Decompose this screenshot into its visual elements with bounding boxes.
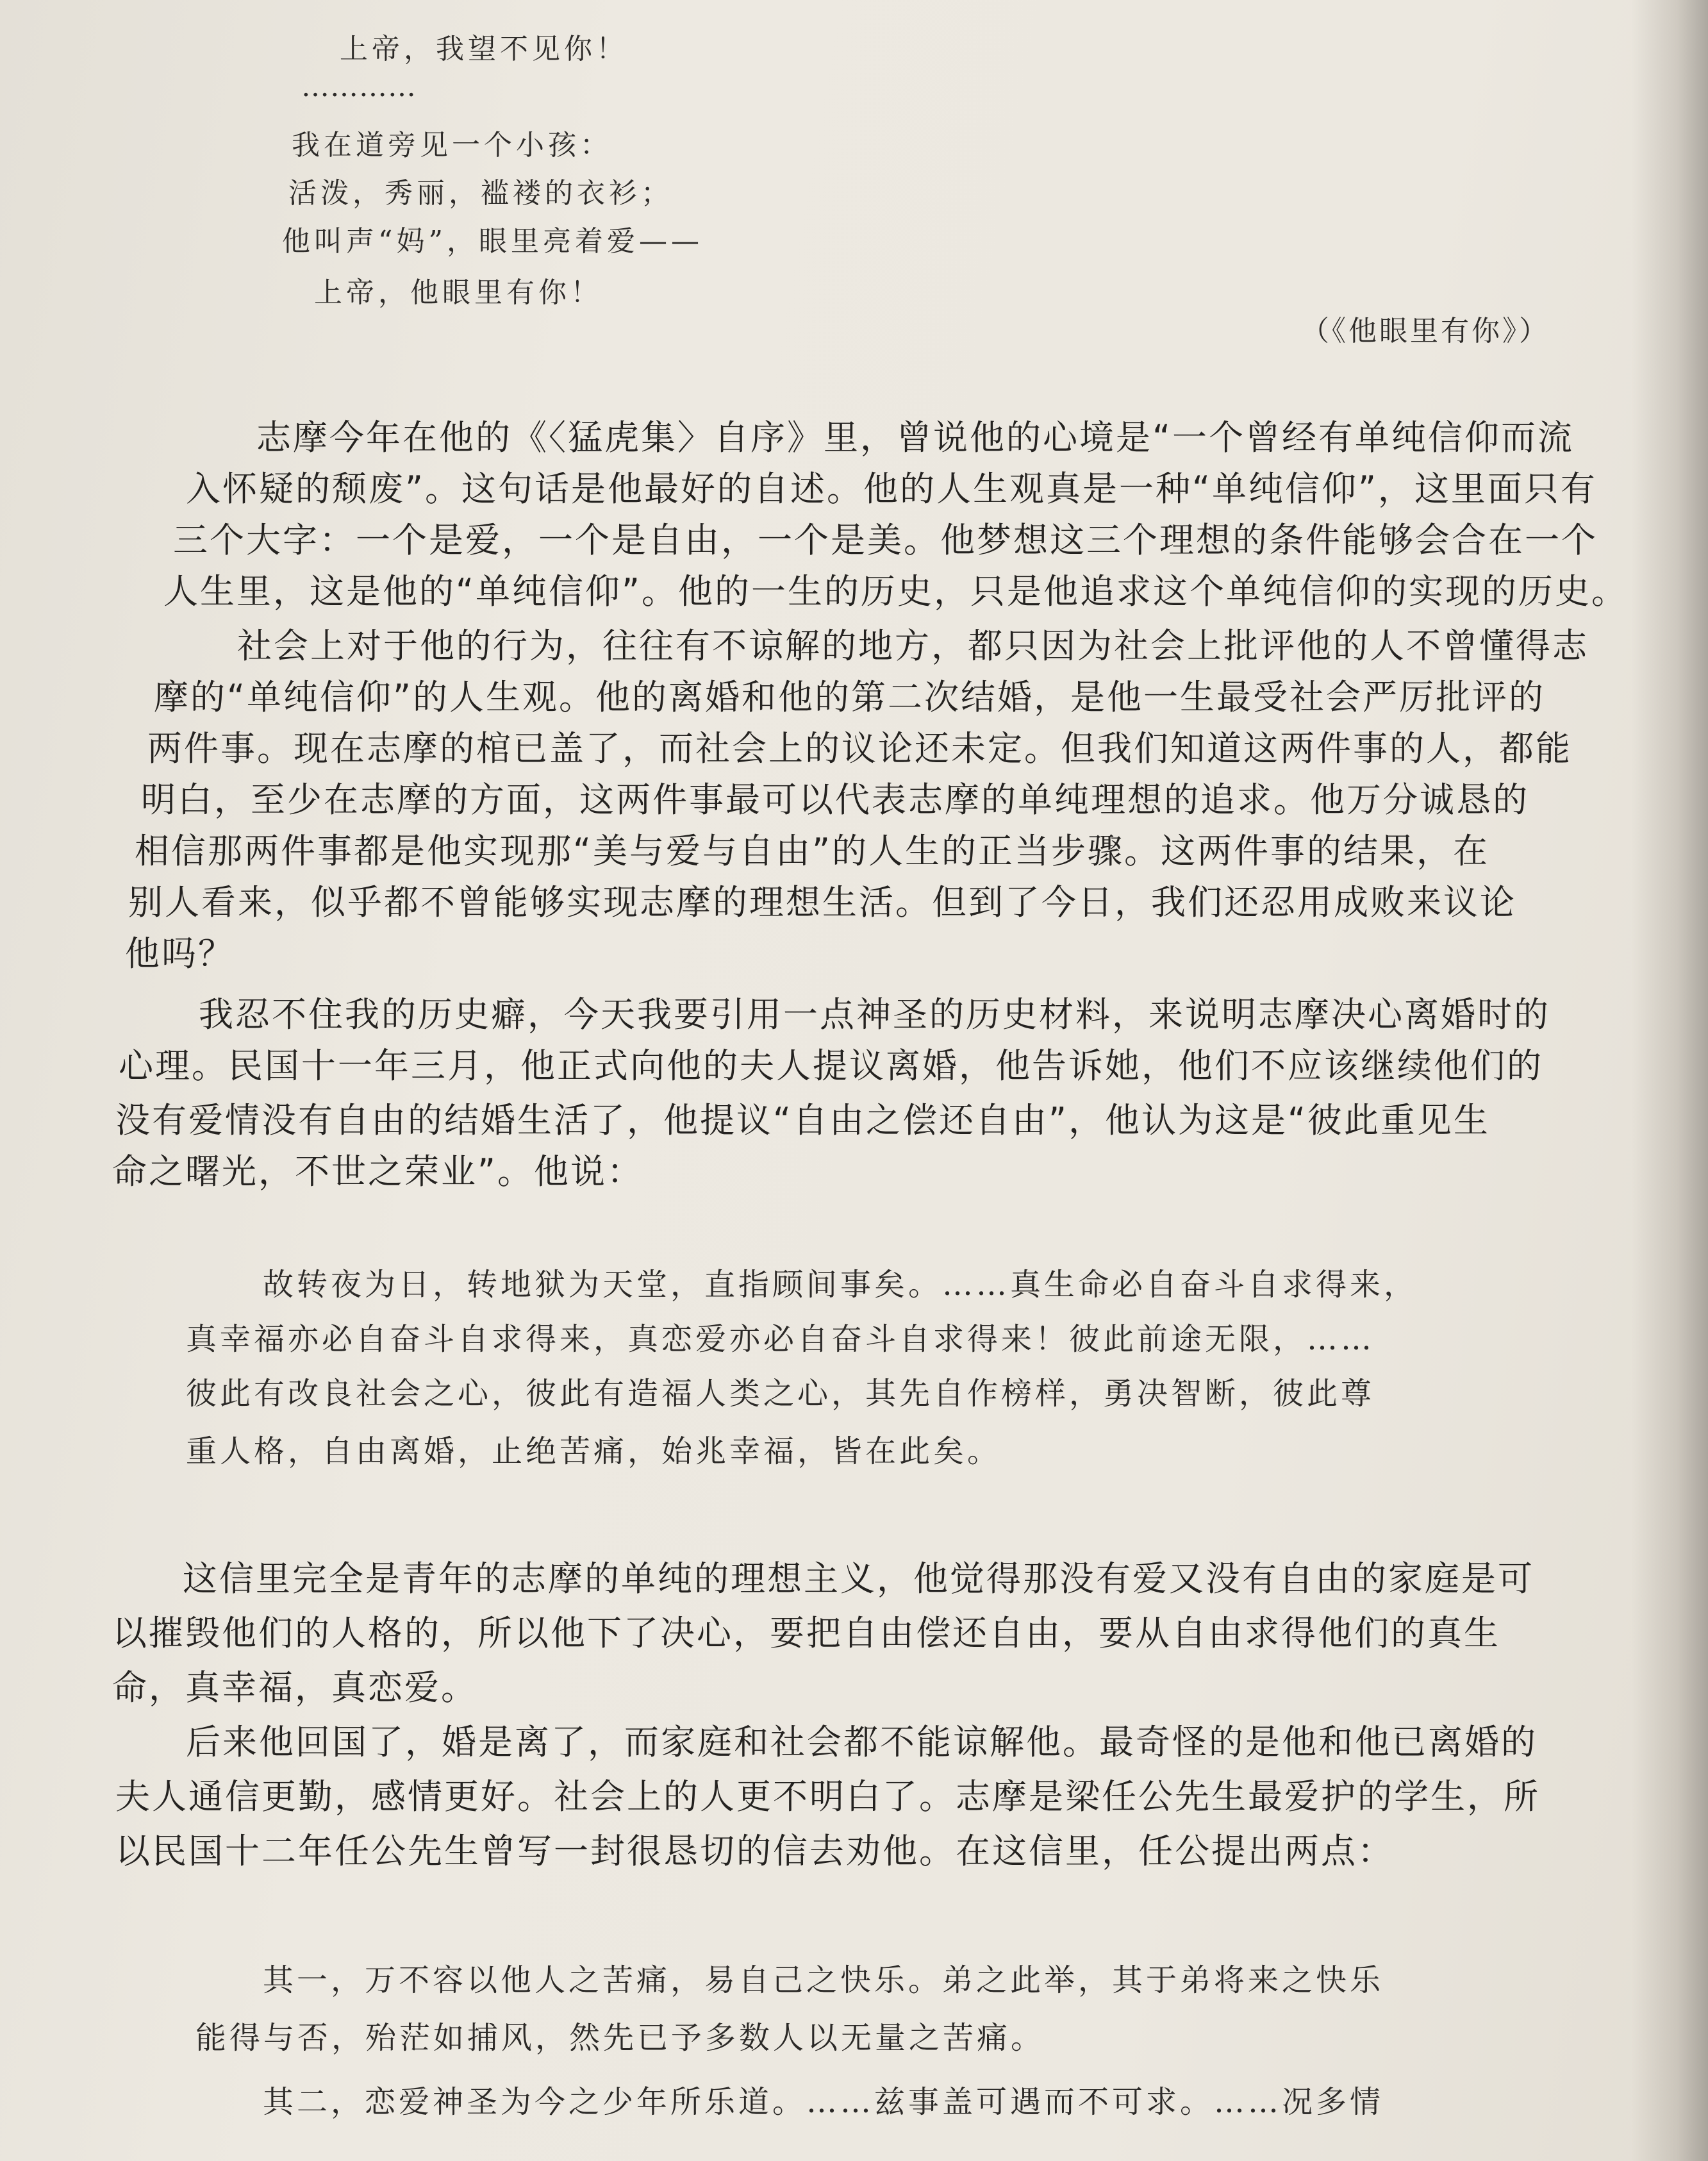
text-line: 两件事。现在志摩的棺已盖了，而社会上的议论还未定。但我们知道这两件事的人，都能 bbox=[147, 728, 1572, 769]
poem-line: 他叫声“妈”，眼里亮着爱—— bbox=[282, 225, 703, 258]
text-line: 明白，至少在志摩的方面，这两件事最可以代表志摩的单纯理想的追求。他万分诚恳的 bbox=[141, 780, 1529, 820]
poem-line: 我在道旁见一个小孩： bbox=[292, 129, 612, 162]
text-line: 命之曙光，不世之荣业”。他说： bbox=[112, 1151, 643, 1192]
text-line: 以摧毁他们的人格的，所以他下了决心，要把自由偿还自由，要从自由求得他们的真生 bbox=[112, 1613, 1500, 1653]
text-line: 夫人通信更勤，感情更好。社会上的人更不明白了。志摩是梁任公先生最爱护的学生，所 bbox=[115, 1776, 1540, 1817]
text-line: 我忍不住我的历史癖，今天我要引用一点神圣的历史材料，来说明志摩决心离婚时的 bbox=[199, 994, 1550, 1035]
quote-line: 其二，恋爱神圣为今之少年所乐道。……兹事盖可遇而不可求。……况多情 bbox=[263, 2084, 1384, 2120]
text-line: 这信里完全是青年的志摩的单纯的理想主义，他觉得那没有爱又没有自由的家庭是可 bbox=[183, 1558, 1534, 1599]
text-line: 三个大字：一个是爱，一个是自由，一个是美。他梦想这三个理想的条件能够会合在一个 bbox=[173, 520, 1598, 560]
text-line: 志摩今年在他的《〈猛虎集〉自序》里，曾说他的心境是“一个曾经有单纯信仰而流 bbox=[256, 417, 1574, 458]
text-line: 心理。民国十一年三月，他正式向他的夫人提议离婚，他告诉她，他们不应该继续他们的 bbox=[119, 1046, 1543, 1086]
quote-line: 彼此有改良社会之心，彼此有造福人类之心，其先自作榜样，勇决智断，彼此尊 bbox=[186, 1376, 1375, 1412]
text-line: 社会上对于他的行为，往往有不谅解的地方，都只因为社会上批评他的人不曾懂得志 bbox=[237, 626, 1589, 666]
quote-line: 故转夜为日，转地狱为天堂，直指顾间事矣。……真生命必自奋斗自求得来， bbox=[263, 1267, 1418, 1303]
text-line: 相信那两件事都是他实现那“美与爱与自由”的人生的正当步骤。这两件事的结果，在 bbox=[135, 831, 1489, 871]
text-line: 后来他回国了，婚是离了，而家庭和社会都不能谅解他。最奇怪的是他和他已离婚的 bbox=[186, 1722, 1538, 1762]
text-line: 人生里，这是他的“单纯信仰”。他的一生的历史，只是他追求这个单纯信仰的实现的历史。 bbox=[163, 571, 1628, 612]
poem-line: ………… bbox=[301, 71, 417, 103]
text-line: 命，真幸福，真恋爱。 bbox=[112, 1667, 477, 1708]
poem-line: 上帝，我望不见你！ bbox=[340, 33, 628, 65]
text-line: 没有爱情没有自由的结婚生活了，他提议“自由之偿还自由”，他认为这是“彼此重见生 bbox=[115, 1100, 1490, 1140]
poem-line: 上帝，他眼里有你！ bbox=[314, 276, 602, 309]
quote-line: 其一，万不容以他人之苦痛，易自己之快乐。弟之此举，其于弟将来之快乐 bbox=[263, 1962, 1384, 1998]
quote-line: 能得与否，殆茫如捕风，然先已予多数人以无量之苦痛。 bbox=[195, 2020, 1045, 2056]
poem-line: 活泼，秀丽，褴褛的衣衫； bbox=[288, 177, 673, 210]
page-binding-shadow bbox=[1631, 0, 1708, 2161]
text-line: 摩的“单纯信仰”的人生观。他的离婚和他的第二次结婚，是他一生最受社会严厉批评的 bbox=[154, 677, 1545, 717]
text-line: 他吗？ bbox=[125, 933, 235, 974]
poem-attribution: （《他眼里有你》） bbox=[1301, 315, 1550, 347]
quote-line: 真幸福亦必自奋斗自求得来，真恋爱亦必自奋斗自求得来！彼此前途无限，…… bbox=[186, 1321, 1375, 1357]
text-line: 别人看来，似乎都不曾能够实现志摩的理想生活。但到了今日，我们还忍用成败来议论 bbox=[128, 882, 1516, 922]
text-line: 以民国十二年任公先生曾写一封很恳切的信去劝他。在这信里，任公提出两点： bbox=[115, 1831, 1394, 1871]
quote-line: 重人格，自由离婚，止绝苦痛，始兆幸福，皆在此矣。 bbox=[186, 1433, 1002, 1469]
text-line: 入怀疑的颓废”。这句话是他最好的自述。他的人生观真是一种“单纯信仰”，这里面只有 bbox=[186, 469, 1597, 509]
